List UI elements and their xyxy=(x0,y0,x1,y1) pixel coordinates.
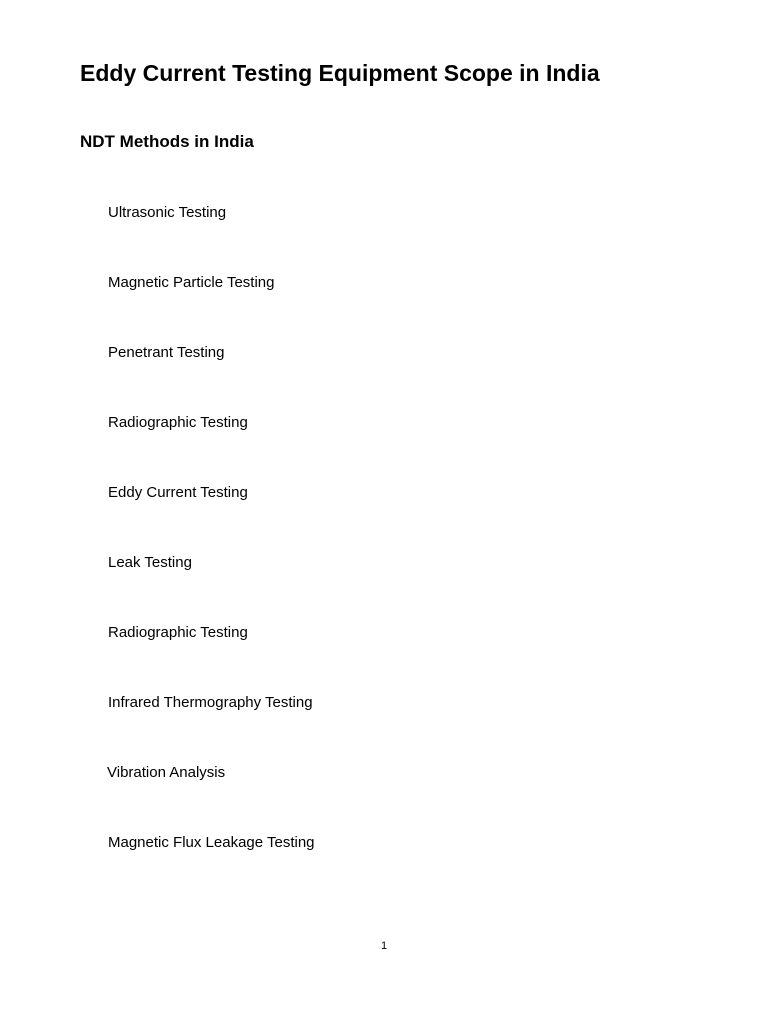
section-heading: NDT Methods in India xyxy=(80,132,254,151)
list-item: Penetrant Testing xyxy=(108,344,225,361)
list-item: Vibration Analysis xyxy=(107,764,226,781)
list-item: Magnetic Particle Testing xyxy=(108,274,275,291)
list-item: Eddy Current Testing xyxy=(108,484,248,501)
list-item: Ultrasonic Testing xyxy=(108,204,227,221)
ndt-methods-list xyxy=(108,201,315,901)
page-number: 1 xyxy=(380,940,388,952)
list-item: Radiographic Testing xyxy=(108,414,248,431)
list-item: Infrared Thermography Testing xyxy=(108,694,313,711)
list-item: Leak Testing xyxy=(108,554,192,571)
list-item: Magnetic Flux Leakage Testing xyxy=(108,834,315,851)
document-title: Eddy Current Testing Equipment Scope in India xyxy=(80,60,600,86)
list-item: Radiographic Testing xyxy=(108,624,248,641)
